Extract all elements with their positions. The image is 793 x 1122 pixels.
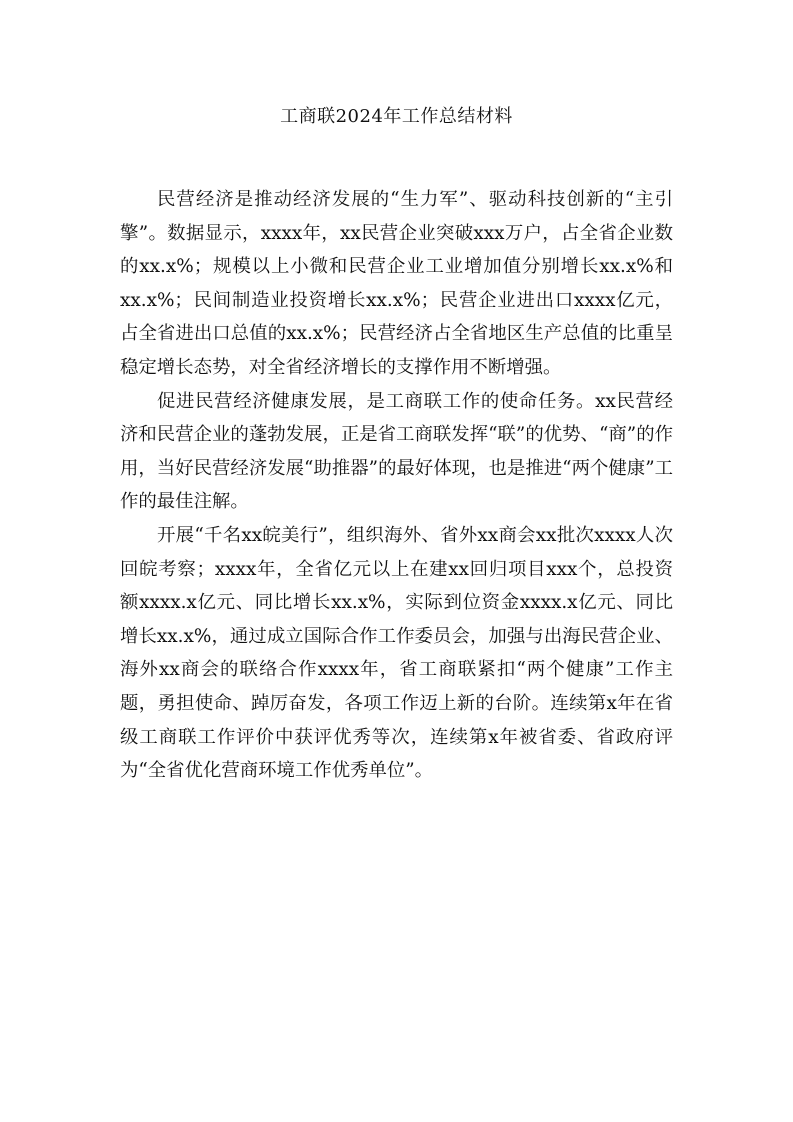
paragraph-1: 民营经济是推动经济发展的“生力军”、驱动科技创新的“主引擎”。数据显示，xxxx年，xx民营企业突破xxx万户，占全省企业数的xx.x%；规模以上小微和民营企业工业增加值分别增长xx.x%和xx.x%；民间制造业投资增长xx.x%；民营企业进出口xxxx亿元，占全省进出口总值的xx.x%；民营经济占全省地区生产总值的比重呈稳定增长态势，对全省经济增长的支撑作用不断增强。	[120, 189, 673, 378]
document-body	[120, 183, 673, 788]
paragraph-3: 开展“千名xx皖美行”，组织海外、省外xx商会xx批次xxxx人次回皖考察；xxxx年，全省亿元以上在建xx回归项目xxx个，总投资额xxxx.x亿元、同比增长xx.x%，实际到位资金xxxx.x亿元、同比增长xx.x%，通过成立国际合作工作委员会，加强与出海民营企业、海外xx商会的联络合作xxxx年，省工商联紧扣“两个健康”工作主题，勇担使命、踔厉奋发，各项工作迈上新的台阶。连续第x年在省级工商联工作评价中获评优秀等次，连续第x年被省委、省政府评为“全省优化营商环境工作优秀单位”。	[120, 524, 673, 782]
paragraph-2: 促进民营经济健康发展，是工商联工作的使命任务。xx民营经济和民营企业的蓬勃发展，正是省工商联发挥“联”的优势、“商”的作用，当好民营经济发展“助推器”的最好体现，也是推进“两个健康”工作的最佳注解。	[120, 390, 673, 513]
document-title: 工商联2024年工作总结材料	[280, 106, 513, 127]
